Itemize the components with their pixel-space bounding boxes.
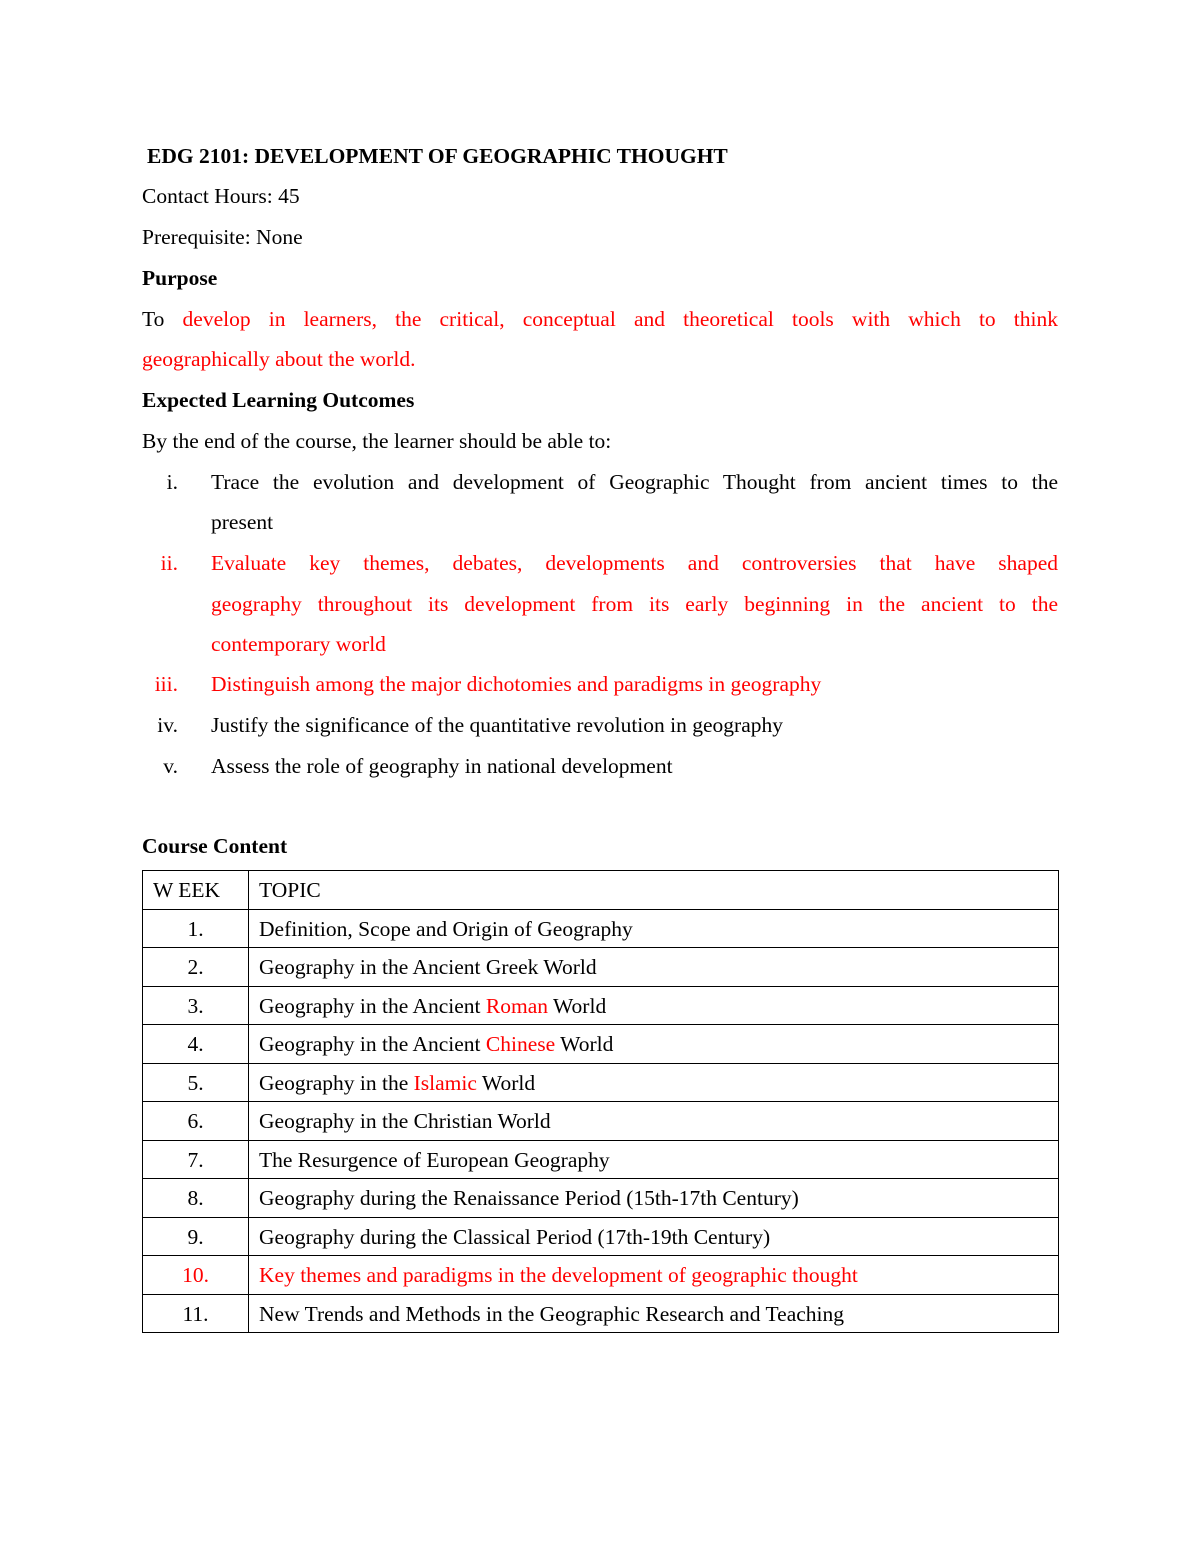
topic-cell xyxy=(249,986,1059,1025)
week-column-header: W EEK xyxy=(143,871,249,910)
outcome-line: Justify the significance of the quantitative revolution in geography xyxy=(211,713,783,737)
week-cell: 5. xyxy=(143,1063,249,1102)
prerequisite: Prerequisite: None xyxy=(142,225,303,249)
outcome-line: geography throughout its development from its early beginning in the ancient to the xyxy=(211,592,1058,616)
topic-highlight: Islamic xyxy=(413,1070,477,1095)
course-title: EDG 2101: DEVELOPMENT OF GEOGRAPHIC THOUGHT xyxy=(147,144,728,168)
table-row xyxy=(143,1140,1059,1179)
week-cell: 10. xyxy=(143,1256,249,1295)
outcome-number: i. xyxy=(166,470,178,494)
topic-text: Geography in the Christian World xyxy=(259,1109,551,1133)
week-cell: 11. xyxy=(143,1294,249,1333)
table-row xyxy=(143,1102,1059,1141)
table-row xyxy=(143,1256,1059,1295)
purpose-highlight: develop in learners, the critical, conceptual and theoretical tools with which to think xyxy=(182,307,1059,331)
topic-text: Definition, Scope and Origin of Geography xyxy=(259,916,633,941)
week-cell: 1. xyxy=(143,909,249,948)
outcome-number: iii. xyxy=(154,672,178,696)
outcome-number: iv. xyxy=(157,713,178,737)
topic-text-after: World xyxy=(555,1032,614,1056)
purpose-lead: To xyxy=(142,307,165,331)
table-row xyxy=(143,986,1059,1025)
topic-text-after: World xyxy=(476,1070,536,1095)
topic-text: Geography in the xyxy=(259,1070,414,1095)
topic-text: Geography during the Renaissance Period (15th-17th Century) xyxy=(259,1186,799,1210)
outcome-line: contemporary world xyxy=(211,632,386,656)
topic-cell xyxy=(249,1294,1059,1333)
topic-cell xyxy=(249,909,1059,948)
outcomes-heading: Expected Learning Outcomes xyxy=(142,388,415,412)
purpose-line-2: geographically about the world. xyxy=(142,347,416,371)
topic-text: Geography in the Ancient xyxy=(259,993,486,1018)
topic-text: Geography in the Ancient xyxy=(259,1032,486,1056)
contact-hours: Contact Hours: 45 xyxy=(142,184,300,208)
outcome-line: Assess the role of geography in national development xyxy=(211,754,673,778)
outcome-line: Evaluate key themes, debates, developments and controversies that have shaped xyxy=(211,551,1058,575)
outcome-line: Distinguish among the major dichotomies and paradigms in geography xyxy=(211,672,822,696)
topic-cell xyxy=(249,1217,1059,1256)
outcome-line: Trace the evolution and development of Geographic Thought from ancient times to the xyxy=(211,470,1058,494)
week-cell: 7. xyxy=(143,1140,249,1179)
topic-cell xyxy=(249,1102,1059,1141)
topic-cell xyxy=(249,948,1059,987)
course-content-heading: Course Content xyxy=(142,834,288,858)
topic-cell xyxy=(249,1025,1059,1064)
purpose-line-1 xyxy=(142,306,1058,332)
outcome-number: ii. xyxy=(160,551,178,575)
topic-text-after: World xyxy=(548,993,607,1018)
week-cell: 2. xyxy=(143,948,249,987)
table-header-row xyxy=(143,871,1059,910)
topic-column-header: TOPIC xyxy=(249,871,1059,910)
table-row xyxy=(143,1217,1059,1256)
table-row xyxy=(143,1063,1059,1102)
topic-highlight: Roman xyxy=(485,993,548,1018)
table-row xyxy=(143,1294,1059,1333)
week-cell: 9. xyxy=(143,1217,249,1256)
topic-cell xyxy=(249,1063,1059,1102)
week-cell: 3. xyxy=(143,986,249,1025)
topic-text: Geography in the Ancient Greek World xyxy=(259,955,597,979)
table-row xyxy=(143,1179,1059,1218)
week-cell: 8. xyxy=(143,1179,249,1218)
outcome-line: present xyxy=(211,510,274,534)
week-cell: 4. xyxy=(143,1025,249,1064)
purpose-heading: Purpose xyxy=(142,266,218,290)
table-row xyxy=(143,1025,1059,1064)
topic-text: Geography during the Classical Period (17th-19th Century) xyxy=(259,1224,771,1249)
topic-cell xyxy=(249,1179,1059,1218)
table-row xyxy=(143,948,1059,987)
table-row xyxy=(143,909,1059,948)
topic-cell xyxy=(249,1256,1059,1295)
topic-text: The Resurgence of European Geography xyxy=(259,1147,610,1172)
week-cell: 6. xyxy=(143,1102,249,1141)
topic-cell xyxy=(249,1140,1059,1179)
course-content-table xyxy=(142,870,1059,1333)
outcomes-intro: By the end of the course, the learner should be able to: xyxy=(142,429,612,453)
outcome-number: v. xyxy=(163,754,178,778)
topic-highlight: Chinese xyxy=(485,1032,556,1056)
topic-text: New Trends and Methods in the Geographic Research and Teaching xyxy=(259,1301,845,1326)
topic-highlight: Key themes and paradigms in the development of geographic thought xyxy=(259,1263,858,1287)
